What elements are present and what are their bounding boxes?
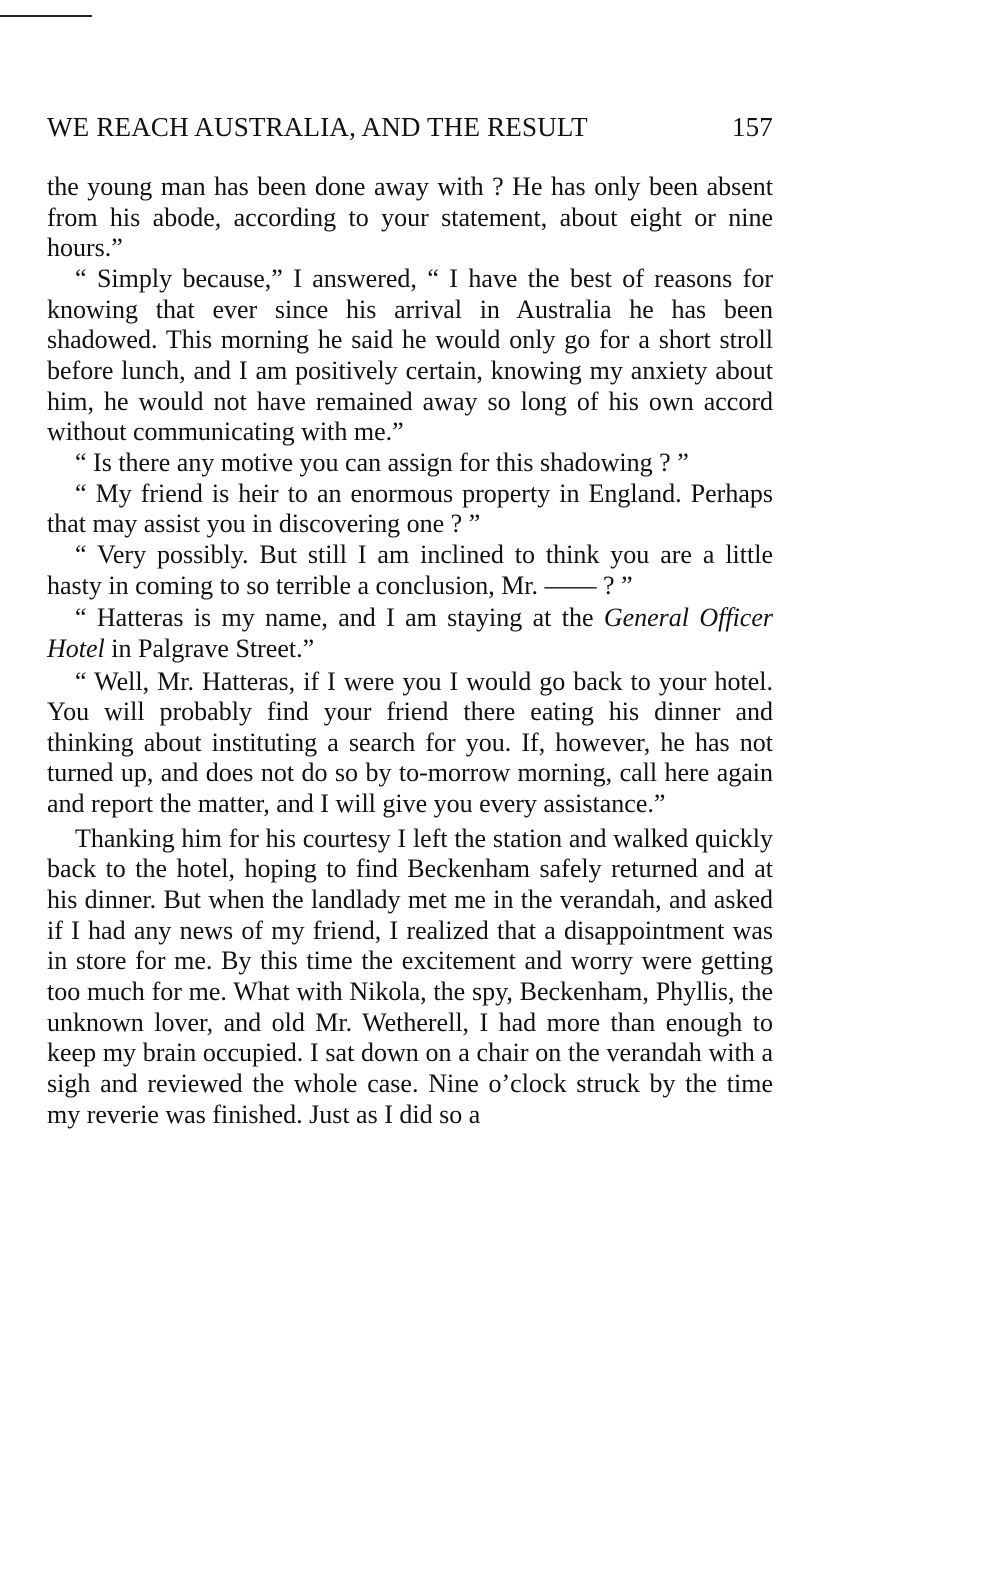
paragraph-text: in Palgrave Street.”: [104, 633, 315, 663]
hotel-name: General Officer Hotel: [47, 603, 774, 663]
paragraph: Thanking him for his courtesy I left the station and walked quickly back to the hotel, hoping to find Beckenham safely returned and at his dinner. But when the landlady met me in the verandah, and asked if I had any news of my friend, I realized that a disappointment was in store for me. By this time the excitement and worry were getting too much for me. What with Nikola, the spy, Beckenham, Phyllis, the unknown lover, and old Mr. Wetherell, I had more than enough to keep my brain occupied. I sat down on a chair on the verandah with a sigh and reviewed the whole case. Nine o’clock struck by the time my reverie was finished. Just as I did so a: [47, 823, 773, 1129]
scan-mark: [0, 15, 92, 17]
running-title: WE REACH AUSTRALIA, AND THE RESULT: [47, 112, 588, 142]
paragraph: “ My friend is heir to an enormous property in England. Perhaps that may assist you in discovering one ? ”: [47, 478, 773, 539]
page-number: 157: [731, 112, 773, 142]
paragraph-text: “ Hatteras is my name, and I am staying at the: [75, 603, 604, 633]
book-page: [47, 112, 773, 1130]
body-text: [47, 172, 773, 1130]
paragraph: the young man has been done away with ? He has only been absent from his abode, according to your statement, about eight or nine hours.”: [47, 172, 773, 263]
paragraph: “ Is there any motive you can assign for this shadowing ? ”: [75, 447, 689, 477]
paragraph: “ Very possibly. But still I am inclined to think you are a little hasty in coming to so terrible a conclusion, Mr. —— ? ”: [47, 539, 773, 600]
paragraph: [47, 603, 773, 664]
paragraph: “ Simply because,” I answered, “ I have the best of reasons for knowing that ever since his arrival in Australia he has been shadowed. This morning he said he would only go for a short stroll before lunch, and I am positively certain, knowing my anxiety about him, he would not have remained away so long of his own accord without communicating with me.”: [47, 263, 773, 447]
running-header: [47, 112, 773, 148]
paragraph: “ Well, Mr. Hatteras, if I were you I would go back to your hotel. You will probably find your friend there eating his dinner and thinking about instituting a search for you. If, however, he has not turned up, and does not do so by to-morrow morning, call here again and report the matter, and I will give you every assistance.”: [47, 666, 773, 819]
